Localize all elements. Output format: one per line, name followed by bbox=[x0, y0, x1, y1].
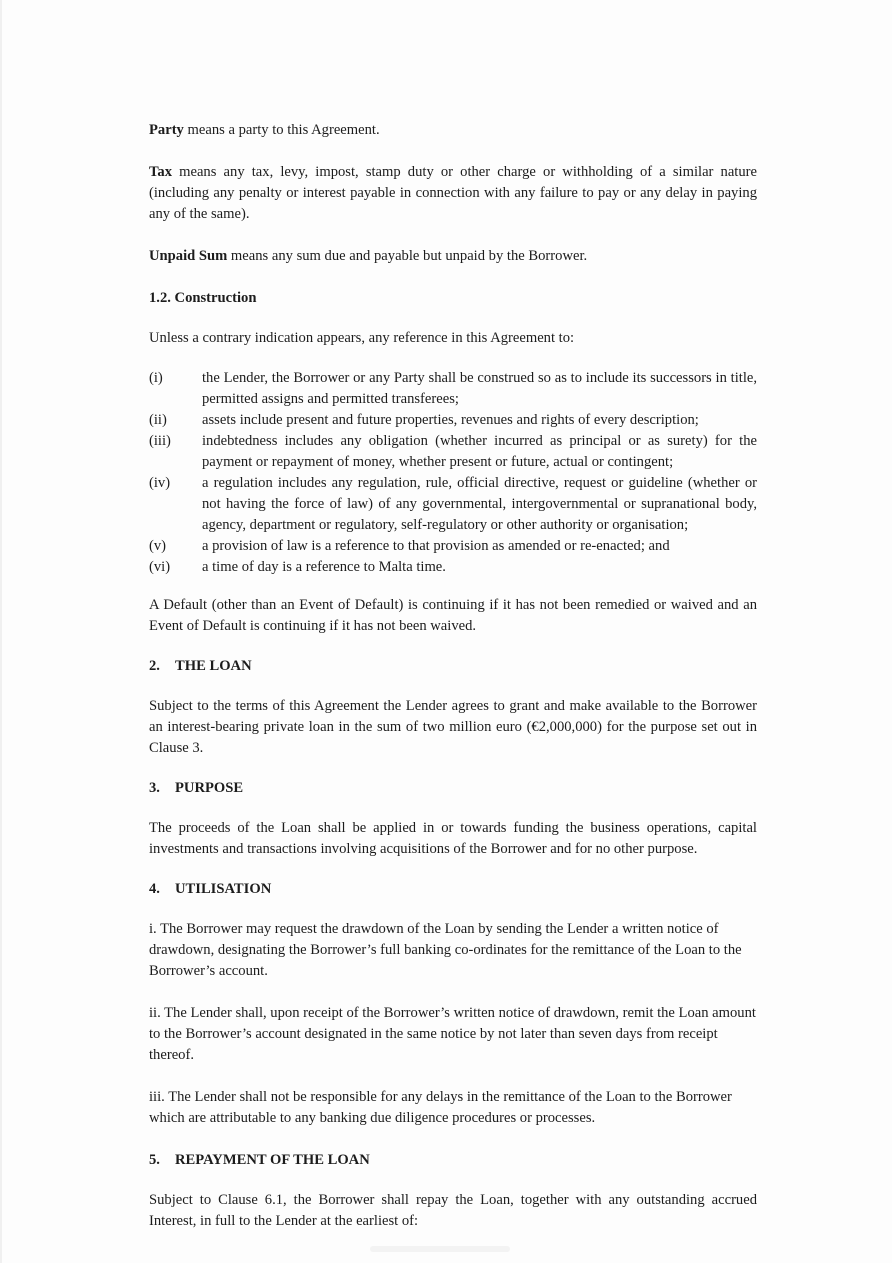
section-heading-utilisation bbox=[149, 879, 757, 900]
section-heading-repayment bbox=[149, 1150, 757, 1171]
default-paragraph: A Default (other than an Event of Default) is continuing if it has not been remedied or waived and an Event of Default is continuing if it has not been waived. bbox=[149, 597, 757, 634]
list-item-number: (ii) bbox=[149, 412, 167, 428]
utilisation-paragraph: ii. The Lender shall, upon receipt of the Borrower’s written notice of drawdown, remit the Loan amount to the Borrower’s account designated in the same notice by not later than seven days from receipt thereof. bbox=[149, 1005, 756, 1063]
utilisation-paragraph: i. The Borrower may request the drawdown of the Loan by sending the Lender a written notice of drawdown, designating the Borrower’s full banking co-ordinates for the remittance of the Loan to the Borrower’s account. bbox=[149, 921, 742, 979]
section-number: 4. bbox=[149, 881, 160, 897]
document-body bbox=[149, 120, 757, 1232]
section-title: THE LOAN bbox=[175, 658, 252, 674]
definition-text: means any sum due and payable but unpaid by the Borrower. bbox=[227, 248, 588, 264]
scan-artifact bbox=[370, 1246, 510, 1252]
list-item-text: assets include present and future properties, revenues and rights of every description; bbox=[202, 412, 699, 428]
list-item bbox=[149, 473, 757, 536]
definition-term: Unpaid Sum bbox=[149, 248, 228, 264]
list-item-text: the Lender, the Borrower or any Party shall be construed so as to include its successors in title, permitted assigns and permitted transferees; bbox=[202, 370, 757, 407]
construction-intro: Unless a contrary indication appears, any reference in this Agreement to: bbox=[149, 330, 575, 346]
list-item bbox=[149, 368, 757, 410]
utilisation-paragraphs bbox=[149, 919, 757, 1129]
section-title: PURPOSE bbox=[175, 780, 244, 796]
scan-edge-shadow bbox=[0, 0, 2, 1263]
definition-party bbox=[149, 120, 757, 141]
section-title: REPAYMENT OF THE LOAN bbox=[175, 1152, 370, 1168]
list-item-number: (v) bbox=[149, 538, 167, 554]
section-heading-purpose bbox=[149, 778, 757, 799]
list-item bbox=[149, 410, 757, 431]
list-item bbox=[149, 557, 757, 578]
list-item-number: (iv) bbox=[149, 475, 171, 491]
definition-tax bbox=[149, 162, 757, 225]
list-item-number: (i) bbox=[149, 370, 163, 386]
section-number: 5. bbox=[149, 1152, 160, 1168]
list-item-text: a regulation includes any regulation, rule, official directive, request or guideline (whether or not having the force of law) of any governmental, intergovernmental or supranational body, agency, department or regulatory, self-regulatory or other authority or organisation; bbox=[202, 475, 757, 533]
list-item-text: a time of day is a reference to Malta time. bbox=[202, 559, 446, 575]
definition-unpaid-sum bbox=[149, 246, 757, 267]
section-number: 3. bbox=[149, 780, 160, 796]
section-heading-construction: 1.2. Construction bbox=[149, 290, 257, 306]
utilisation-paragraph: iii. The Lender shall not be responsible for any delays in the remittance of the Loan to the Borrower which are attributable to any banking due diligence procedures or processes. bbox=[149, 1089, 732, 1126]
list-item bbox=[149, 431, 757, 473]
list-item bbox=[149, 536, 757, 557]
repayment-paragraph: Subject to Clause 6.1, the Borrower shall repay the Loan, together with any outstanding accrued Interest, in full to the Lender at the earliest of: bbox=[149, 1192, 757, 1229]
list-item-number: (vi) bbox=[149, 559, 171, 575]
definition-term: Party bbox=[149, 122, 184, 138]
definition-text: means a party to this Agreement. bbox=[183, 122, 380, 138]
list-item-text: a provision of law is a reference to that provision as amended or re-enacted; and bbox=[202, 538, 670, 554]
purpose-paragraph: The proceeds of the Loan shall be applied in or towards funding the business operations, capital investments and transactions involving acquisitions of the Borrower and for no other purpose. bbox=[149, 820, 757, 857]
section-number: 2. bbox=[149, 658, 160, 674]
section-heading-loan bbox=[149, 656, 757, 677]
list-item-number: (iii) bbox=[149, 433, 171, 449]
list-item-text: indebtedness includes any obligation (whether incurred as principal or as surety) for the payment or repayment of money, whether present or future, actual or contingent; bbox=[202, 433, 757, 470]
definition-text: means any tax, levy, impost, stamp duty or other charge or withholding of a similar nature (including any penalty or interest payable in connection with any failure to pay or any delay in paying any of the same). bbox=[149, 164, 757, 222]
definition-term: Tax bbox=[149, 164, 172, 180]
construction-list bbox=[149, 368, 757, 578]
loan-paragraph: Subject to the terms of this Agreement the Lender agrees to grant and make available to the Borrower an interest-bearing private loan in the sum of two million euro (€2,000,000) for the purpose set out in Clause 3. bbox=[149, 698, 757, 756]
section-title: UTILISATION bbox=[175, 881, 272, 897]
